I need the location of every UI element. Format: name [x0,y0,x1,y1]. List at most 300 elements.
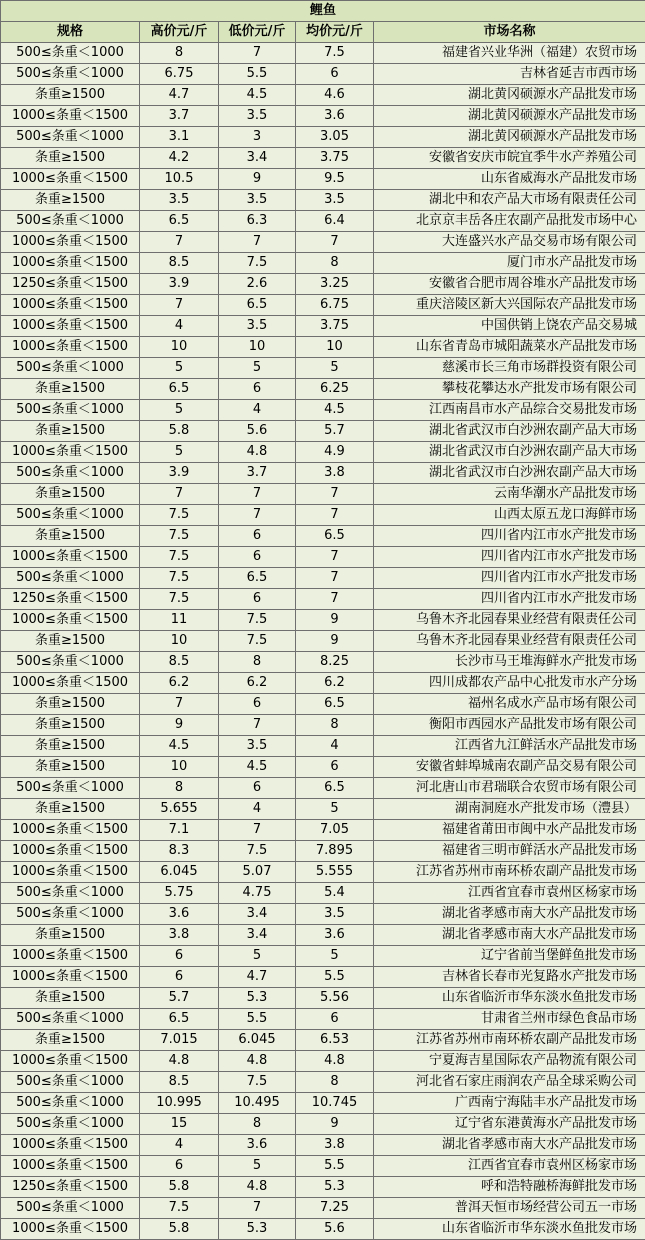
avg-price-cell: 5.555 [296,862,374,883]
low-price-cell: 8 [219,652,296,673]
high-price-cell: 4.5 [140,736,219,757]
market-name-cell: 福建省兴业华洲（福建）农贸市场 [374,43,645,64]
table-row [1,757,645,778]
high-price-cell: 8 [140,43,219,64]
spec-cell: 1250≤条重＜1500 [1,589,140,610]
spec-cell: 1000≤条重＜1500 [1,232,140,253]
high-price-cell: 5.8 [140,421,219,442]
spec-cell: 条重≥1500 [1,421,140,442]
market-name-cell: 湖北黄冈硕源水产品批发市场 [374,127,645,148]
table-row [1,400,645,421]
high-price-cell: 5 [140,400,219,421]
avg-price-cell: 5 [296,946,374,967]
spec-cell: 500≤条重＜1000 [1,652,140,673]
high-price-cell: 7 [140,295,219,316]
low-price-cell: 4.8 [219,442,296,463]
market-name-cell: 攀枝花攀达水产批发市场有限公司 [374,379,645,400]
spec-cell: 1000≤条重＜1500 [1,946,140,967]
avg-price-cell: 10 [296,337,374,358]
table-row [1,1114,645,1135]
low-price-cell: 7 [219,232,296,253]
spec-cell: 条重≥1500 [1,715,140,736]
spec-cell: 500≤条重＜1000 [1,1198,140,1219]
spec-cell: 500≤条重＜1000 [1,1114,140,1135]
table-row [1,337,645,358]
low-price-cell: 4.5 [219,757,296,778]
table-row [1,505,645,526]
table-row [1,358,645,379]
high-price-cell: 10.5 [140,169,219,190]
market-name-cell: 呼和浩特融桥海鲜批发市场 [374,1177,645,1198]
market-name-cell: 云南华潮水产品批发市场 [374,484,645,505]
market-name-cell: 江苏省苏州市南环桥农副产品批发市场 [374,862,645,883]
spec-cell: 500≤条重＜1000 [1,43,140,64]
avg-price-cell: 7 [296,568,374,589]
high-price-cell: 6.5 [140,211,219,232]
high-price-cell: 6 [140,946,219,967]
low-price-cell: 3.5 [219,190,296,211]
spec-cell: 1000≤条重＜1500 [1,295,140,316]
low-price-cell: 10.495 [219,1093,296,1114]
avg-price-cell: 5.6 [296,1219,374,1240]
low-price-cell: 7 [219,484,296,505]
table-row [1,526,645,547]
low-price-cell: 3.5 [219,736,296,757]
avg-price-cell: 5.5 [296,967,374,988]
market-name-cell: 四川省内江市水产批发市场 [374,526,645,547]
market-name-cell: 乌鲁木齐北园春果业经营有限责任公司 [374,631,645,652]
avg-price-cell: 6.5 [296,526,374,547]
table-body [1,43,645,1240]
market-name-cell: 四川省内江市水产批发市场 [374,547,645,568]
spec-cell: 500≤条重＜1000 [1,1072,140,1093]
spec-cell: 500≤条重＜1000 [1,1009,140,1030]
market-name-cell: 乌鲁木齐北园春果业经营有限责任公司 [374,610,645,631]
spec-cell: 条重≥1500 [1,736,140,757]
table-row [1,253,645,274]
low-price-cell: 5 [219,358,296,379]
avg-price-cell: 9 [296,631,374,652]
avg-price-cell: 4.6 [296,85,374,106]
spec-cell: 条重≥1500 [1,694,140,715]
avg-price-cell: 6.2 [296,673,374,694]
table-row [1,43,645,64]
low-price-cell: 7.5 [219,631,296,652]
market-name-cell: 福建省莆田市闽中水产品批发市场 [374,820,645,841]
table-row [1,631,645,652]
avg-price-cell: 7 [296,484,374,505]
high-price-cell: 5.75 [140,883,219,904]
spec-cell: 1000≤条重＜1500 [1,169,140,190]
market-name-cell: 四川成都农产品中心批发市水产分场 [374,673,645,694]
high-price-cell: 8.5 [140,652,219,673]
market-name-cell: 湖北黄冈硕源水产品批发市场 [374,85,645,106]
avg-price-cell: 3.75 [296,148,374,169]
avg-price-cell: 6.25 [296,379,374,400]
avg-price-cell: 9.5 [296,169,374,190]
spec-cell: 条重≥1500 [1,757,140,778]
header-market-name: 市场名称 [374,22,645,43]
low-price-cell: 3.7 [219,463,296,484]
table-row [1,379,645,400]
table-row [1,967,645,988]
avg-price-cell: 6.5 [296,694,374,715]
table-row [1,1072,645,1093]
market-name-cell: 湖北省武汉市白沙洲农副产品大市场 [374,421,645,442]
table-row [1,715,645,736]
table-row [1,316,645,337]
high-price-cell: 10 [140,337,219,358]
avg-price-cell: 4.9 [296,442,374,463]
high-price-cell: 5.8 [140,1219,219,1240]
avg-price-cell: 10.745 [296,1093,374,1114]
table-row [1,64,645,85]
market-name-cell: 湖北黄冈硕源水产品批发市场 [374,106,645,127]
table-row [1,421,645,442]
avg-price-cell: 9 [296,610,374,631]
low-price-cell: 7 [219,505,296,526]
high-price-cell: 3.9 [140,274,219,295]
spec-cell: 1000≤条重＜1500 [1,253,140,274]
spec-cell: 1000≤条重＜1500 [1,1156,140,1177]
table-row [1,1177,645,1198]
table-row [1,211,645,232]
spec-cell: 1000≤条重＜1500 [1,820,140,841]
market-name-cell: 山东省临沂市华东淡水鱼批发市场 [374,1219,645,1240]
avg-price-cell: 3.8 [296,1135,374,1156]
avg-price-cell: 8 [296,253,374,274]
low-price-cell: 3.5 [219,316,296,337]
market-name-cell: 吉林省长春市光复路水产批发市场 [374,967,645,988]
spec-cell: 1000≤条重＜1500 [1,610,140,631]
market-name-cell: 大连盛兴水产品交易市场有限公司 [374,232,645,253]
high-price-cell: 9 [140,715,219,736]
market-name-cell: 江苏省苏州市南环桥农副产品批发市场 [374,1030,645,1051]
low-price-cell: 7.5 [219,841,296,862]
low-price-cell: 7.5 [219,610,296,631]
high-price-cell: 3.9 [140,463,219,484]
high-price-cell: 8.5 [140,1072,219,1093]
market-name-cell: 辽宁省前当堡鲜鱼批发市场 [374,946,645,967]
table-row [1,673,645,694]
spec-cell: 500≤条重＜1000 [1,463,140,484]
high-price-cell: 3.7 [140,106,219,127]
spec-cell: 1000≤条重＜1500 [1,1219,140,1240]
low-price-cell: 5 [219,1156,296,1177]
table-row [1,484,645,505]
table-row [1,1198,645,1219]
low-price-cell: 4.8 [219,1177,296,1198]
table-row [1,610,645,631]
high-price-cell: 6.5 [140,1009,219,1030]
low-price-cell: 4.7 [219,967,296,988]
market-name-cell: 厦门市水产品批发市场 [374,253,645,274]
high-price-cell: 3.5 [140,190,219,211]
table-row [1,463,645,484]
low-price-cell: 3.4 [219,925,296,946]
high-price-cell: 4.2 [140,148,219,169]
low-price-cell: 6.3 [219,211,296,232]
table-row [1,925,645,946]
table-row [1,862,645,883]
table-row [1,148,645,169]
high-price-cell: 7 [140,484,219,505]
table-row [1,1093,645,1114]
spec-cell: 1000≤条重＜1500 [1,841,140,862]
high-price-cell: 7.5 [140,526,219,547]
low-price-cell: 2.6 [219,274,296,295]
avg-price-cell: 7 [296,505,374,526]
avg-price-cell: 3.6 [296,106,374,127]
low-price-cell: 7 [219,820,296,841]
avg-price-cell: 7.25 [296,1198,374,1219]
low-price-cell: 3.4 [219,148,296,169]
high-price-cell: 6 [140,1156,219,1177]
market-name-cell: 甘肃省兰州市绿色食品市场 [374,1009,645,1030]
spec-cell: 1000≤条重＜1500 [1,1135,140,1156]
high-price-cell: 5.8 [140,1177,219,1198]
avg-price-cell: 5.7 [296,421,374,442]
table-row [1,127,645,148]
low-price-cell: 4 [219,799,296,820]
spec-cell: 500≤条重＜1000 [1,883,140,904]
avg-price-cell: 6.4 [296,211,374,232]
market-name-cell: 湖北中和农产品大市场有限责任公司 [374,190,645,211]
spec-cell: 条重≥1500 [1,85,140,106]
avg-price-cell: 4.8 [296,1051,374,1072]
high-price-cell: 4 [140,316,219,337]
market-name-cell: 山东省威海水产品批发市场 [374,169,645,190]
market-name-cell: 安徽省安庆市皖宜季牛水产养殖公司 [374,148,645,169]
low-price-cell: 6 [219,379,296,400]
low-price-cell: 5.07 [219,862,296,883]
high-price-cell: 8.3 [140,841,219,862]
avg-price-cell: 4.5 [296,400,374,421]
high-price-cell: 3.1 [140,127,219,148]
high-price-cell: 5.7 [140,988,219,1009]
market-name-cell: 普洱天恒市场经营公司五一市场 [374,1198,645,1219]
table-title: 鲤鱼 [1,1,645,22]
avg-price-cell: 6 [296,1009,374,1030]
table-row [1,568,645,589]
spec-cell: 条重≥1500 [1,148,140,169]
market-name-cell: 湖南洞庭水产批发市场（澧县） [374,799,645,820]
spec-cell: 1000≤条重＜1500 [1,862,140,883]
spec-cell: 1000≤条重＜1500 [1,1051,140,1072]
table-row [1,736,645,757]
low-price-cell: 6.045 [219,1030,296,1051]
spec-cell: 条重≥1500 [1,925,140,946]
high-price-cell: 7 [140,694,219,715]
spec-cell: 条重≥1500 [1,799,140,820]
avg-price-cell: 3.05 [296,127,374,148]
table-row [1,799,645,820]
low-price-cell: 10 [219,337,296,358]
spec-cell: 条重≥1500 [1,631,140,652]
table-row [1,169,645,190]
table-row [1,883,645,904]
avg-price-cell: 3.25 [296,274,374,295]
market-name-cell: 湖北省孝感市南大水产品批发市场 [374,1135,645,1156]
market-name-cell: 湖北省孝感市南大水产品批发市场 [374,925,645,946]
low-price-cell: 7.5 [219,253,296,274]
avg-price-cell: 7.895 [296,841,374,862]
high-price-cell: 6.75 [140,64,219,85]
market-name-cell: 广西南宁海陆丰水产品批发市场 [374,1093,645,1114]
high-price-cell: 10.995 [140,1093,219,1114]
low-price-cell: 3.5 [219,106,296,127]
table-row [1,106,645,127]
low-price-cell: 6 [219,526,296,547]
spec-cell: 条重≥1500 [1,190,140,211]
spec-cell: 500≤条重＜1000 [1,568,140,589]
high-price-cell: 7.5 [140,547,219,568]
high-price-cell: 8.5 [140,253,219,274]
market-name-cell: 安徽省蚌埠城南农副产品交易有限公司 [374,757,645,778]
avg-price-cell: 8 [296,715,374,736]
market-name-cell: 长沙市马王堆海鲜水产批发市场 [374,652,645,673]
spec-cell: 1000≤条重＜1500 [1,316,140,337]
low-price-cell: 6.5 [219,295,296,316]
avg-price-cell: 8.25 [296,652,374,673]
high-price-cell: 3.6 [140,904,219,925]
low-price-cell: 5.3 [219,988,296,1009]
table-row [1,1135,645,1156]
low-price-cell: 4 [219,400,296,421]
high-price-cell: 8 [140,778,219,799]
high-price-cell: 4.7 [140,85,219,106]
header-high-price: 高价元/斤 [140,22,219,43]
avg-price-cell: 6.5 [296,778,374,799]
high-price-cell: 7.5 [140,568,219,589]
spec-cell: 1000≤条重＜1500 [1,967,140,988]
market-name-cell: 河北唐山市君瑞联合农贸市场有限公司 [374,778,645,799]
low-price-cell: 6 [219,778,296,799]
low-price-cell: 5.3 [219,1219,296,1240]
spec-cell: 500≤条重＜1000 [1,505,140,526]
avg-price-cell: 3.5 [296,904,374,925]
market-name-cell: 湖北省孝感市南大水产品批发市场 [374,904,645,925]
high-price-cell: 4 [140,1135,219,1156]
avg-price-cell: 7.5 [296,43,374,64]
table-row [1,1219,645,1240]
spec-cell: 条重≥1500 [1,988,140,1009]
table-row [1,85,645,106]
spec-cell: 1250≤条重＜1500 [1,1177,140,1198]
spec-cell: 条重≥1500 [1,526,140,547]
table-row [1,694,645,715]
spec-cell: 1000≤条重＜1500 [1,337,140,358]
market-name-cell: 北京京丰岳各庄农副产品批发市场中心 [374,211,645,232]
low-price-cell: 5.5 [219,1009,296,1030]
avg-price-cell: 5.3 [296,1177,374,1198]
low-price-cell: 5 [219,946,296,967]
low-price-cell: 6 [219,589,296,610]
market-name-cell: 江西省宜春市袁州区杨家市场 [374,883,645,904]
market-name-cell: 辽宁省东港黄海水产品批发市场 [374,1114,645,1135]
avg-price-cell: 5 [296,799,374,820]
header-row [1,22,645,43]
high-price-cell: 7 [140,232,219,253]
low-price-cell: 6 [219,694,296,715]
high-price-cell: 7.5 [140,505,219,526]
market-name-cell: 安徽省合肥市周谷堆水产品批发市场 [374,274,645,295]
table-row [1,589,645,610]
table-row [1,946,645,967]
spec-cell: 1000≤条重＜1500 [1,673,140,694]
market-name-cell: 山西太原五龙口海鲜市场 [374,505,645,526]
low-price-cell: 6.5 [219,568,296,589]
spec-cell: 500≤条重＜1000 [1,64,140,85]
avg-price-cell: 7 [296,547,374,568]
table-row [1,442,645,463]
table-row [1,820,645,841]
table-row [1,778,645,799]
market-name-cell: 吉林省延吉市西市场 [374,64,645,85]
high-price-cell: 5 [140,442,219,463]
market-name-cell: 中国供销上饶农产品交易城 [374,316,645,337]
table-row [1,232,645,253]
spec-cell: 500≤条重＜1000 [1,904,140,925]
high-price-cell: 7.015 [140,1030,219,1051]
high-price-cell: 5.655 [140,799,219,820]
table-row [1,295,645,316]
table-row [1,988,645,1009]
spec-cell: 1250≤条重＜1500 [1,274,140,295]
market-name-cell: 江西省宜春市袁州区杨家市场 [374,1156,645,1177]
market-name-cell: 重庆涪陵区新大兴国际农产品批发市场 [374,295,645,316]
avg-price-cell: 6 [296,64,374,85]
table-row [1,1030,645,1051]
avg-price-cell: 7 [296,589,374,610]
spec-cell: 1000≤条重＜1500 [1,547,140,568]
low-price-cell: 9 [219,169,296,190]
avg-price-cell: 9 [296,1114,374,1135]
spec-cell: 条重≥1500 [1,1030,140,1051]
low-price-cell: 7 [219,715,296,736]
low-price-cell: 5.5 [219,64,296,85]
header-low-price: 低价元/斤 [219,22,296,43]
spec-cell: 1000≤条重＜1500 [1,442,140,463]
avg-price-cell: 5.56 [296,988,374,1009]
market-name-cell: 湖北省武汉市白沙洲农副产品大市场 [374,442,645,463]
spec-cell: 500≤条重＜1000 [1,778,140,799]
header-avg-price: 均价元/斤 [296,22,374,43]
market-name-cell: 衡阳市西园水产品批发市场有限公司 [374,715,645,736]
table-row [1,274,645,295]
low-price-cell: 3 [219,127,296,148]
title-row [1,1,645,22]
avg-price-cell: 7.05 [296,820,374,841]
avg-price-cell: 8 [296,1072,374,1093]
high-price-cell: 10 [140,757,219,778]
low-price-cell: 5.6 [219,421,296,442]
avg-price-cell: 5.4 [296,883,374,904]
high-price-cell: 6.045 [140,862,219,883]
high-price-cell: 10 [140,631,219,652]
table-row [1,904,645,925]
low-price-cell: 4.5 [219,85,296,106]
table-row [1,1009,645,1030]
spec-cell: 条重≥1500 [1,379,140,400]
low-price-cell: 4.75 [219,883,296,904]
low-price-cell: 8 [219,1114,296,1135]
spec-cell: 500≤条重＜1000 [1,211,140,232]
low-price-cell: 7 [219,43,296,64]
avg-price-cell: 6.75 [296,295,374,316]
high-price-cell: 4.8 [140,1051,219,1072]
market-name-cell: 江西南昌市水产品综合交易批发市场 [374,400,645,421]
